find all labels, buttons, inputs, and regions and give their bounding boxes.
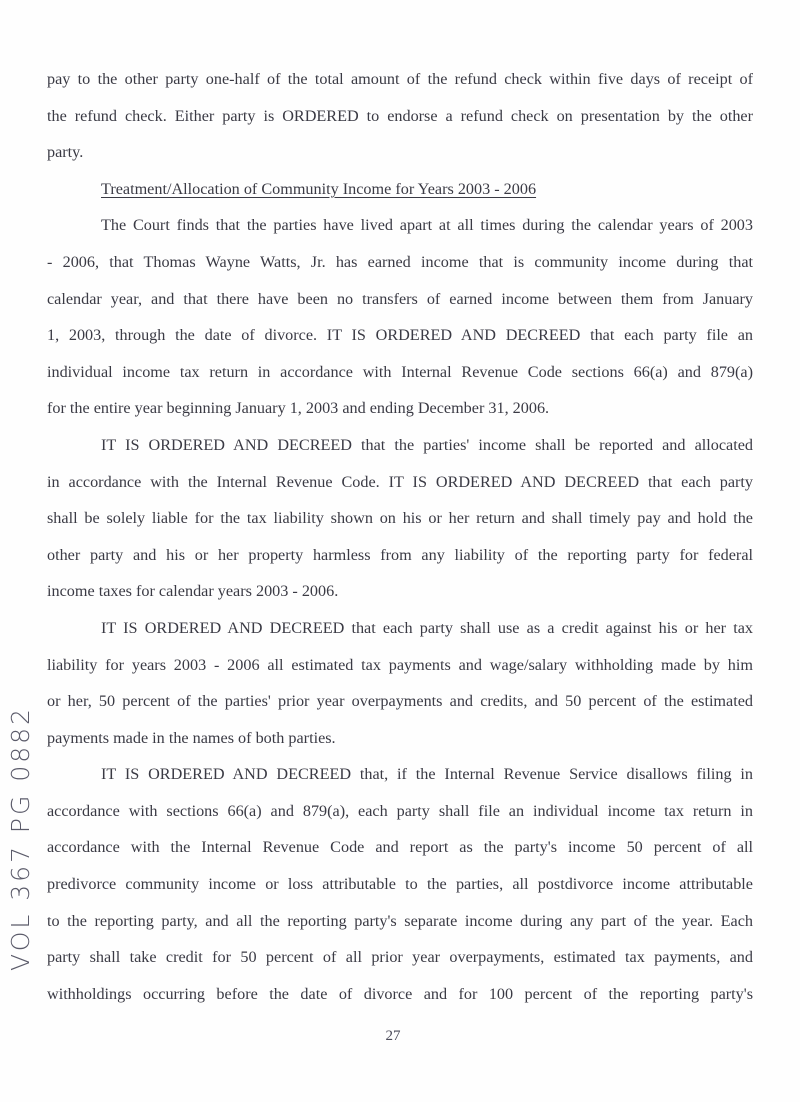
text-line-content: in accordance with the Internal Revenue Code. IT IS ORDERED AND DECREED that each party [47,472,753,491]
text-line-content: shall be solely liable for the tax liability shown on his or her return and shall timely pay and hold the [47,509,753,528]
text-line [47,244,753,281]
text-line [47,390,753,427]
text-line [47,976,753,1013]
text-line-content: party. [47,143,84,162]
section-heading-text: Treatment/Allocation of Community Income for Years 2003 - 2006 [101,179,537,198]
text-line-content: individual income tax return in accordance with Internal Revenue Code sections 66(a) and 879(a) [47,362,753,381]
volume-page-stamp [4,705,36,971]
text-line-content: 1, 2003, through the date of divorce. IT IS ORDERED AND DECREED that each party file an [47,326,753,345]
text-line-content: to the reporting party, and all the reporting party's separate income during any part of the year. Each [47,911,753,930]
text-line-content: income taxes for calendar years 2003 - 2006. [47,582,339,601]
text-line-content: withholdings occurring before the date of divorce and for 100 percent of the reporting party's [47,984,753,1003]
text-line [47,683,753,720]
text-line [47,829,753,866]
text-line-content: pay to the other party one-half of the total amount of the refund check within five days of receipt of [47,70,753,88]
text-line-content: The Court finds that the parties have lived apart at all times during the calendar years of 2003 [101,216,753,235]
text-line [47,281,753,318]
text-line-content: - 2006, that Thomas Wayne Watts, Jr. has earned income that is community income during that [47,252,753,271]
text-line [47,720,753,757]
text-line-content: or her, 50 percent of the parties' prior year overpayments and credits, and 50 percent of the estimated [47,692,753,711]
document-body [47,61,753,1012]
text-line [47,610,753,647]
text-line [47,98,753,135]
text-line [47,647,753,684]
text-line [47,61,753,98]
text-line [47,903,753,940]
text-line [47,537,753,574]
text-line-content: accordance with sections 66(a) and 879(a), each party shall file an individual income tax return in [47,801,753,820]
page-number: 27 [385,1028,401,1044]
text-line-content: payments made in the names of both parties. [47,728,336,747]
text-line-content: for the entire year beginning January 1, 2003 and ending December 31, 2006. [47,399,550,418]
text-line [47,573,753,610]
text-line [47,427,753,464]
text-line [47,207,753,244]
text-line [47,500,753,537]
section-heading [47,171,753,208]
text-line-content: IT IS ORDERED AND DECREED that the parties' income shall be reported and allocated [101,435,753,454]
text-line-content: predivorce community income or loss attributable to the parties, all postdivorce income attributable [47,875,753,894]
text-line [47,939,753,976]
text-line-content: liability for years 2003 - 2006 all estimated tax payments and wage/salary withholding made by him [47,655,753,674]
text-line [47,793,753,830]
text-line-content: calendar year, and that there have been no transfers of earned income between them from January [47,289,753,308]
text-line [47,134,753,171]
text-line [47,866,753,903]
text-line-content: party shall take credit for 50 percent of all prior year overpayments, estimated tax payments, and [47,948,753,967]
text-line-content: other party and his or her property harmless from any liability of the reporting party for federal [47,545,753,564]
text-line [47,317,753,354]
text-line [47,756,753,793]
text-line [47,354,753,391]
text-line-content: IT IS ORDERED AND DECREED that each party shall use as a credit against his or her tax [101,618,753,637]
text-line-content: accordance with the Internal Revenue Code and report as the party's income 50 percent of all [47,838,753,857]
volume-page-stamp-text: VOL 367 PG 0882 [5,705,35,971]
text-line-content: IT IS ORDERED AND DECREED that, if the Internal Revenue Service disallows filing in [101,765,753,784]
text-line [47,464,753,501]
text-line-content: the refund check. Either party is ORDERED to endorse a refund check on presentation by the other [47,106,753,125]
